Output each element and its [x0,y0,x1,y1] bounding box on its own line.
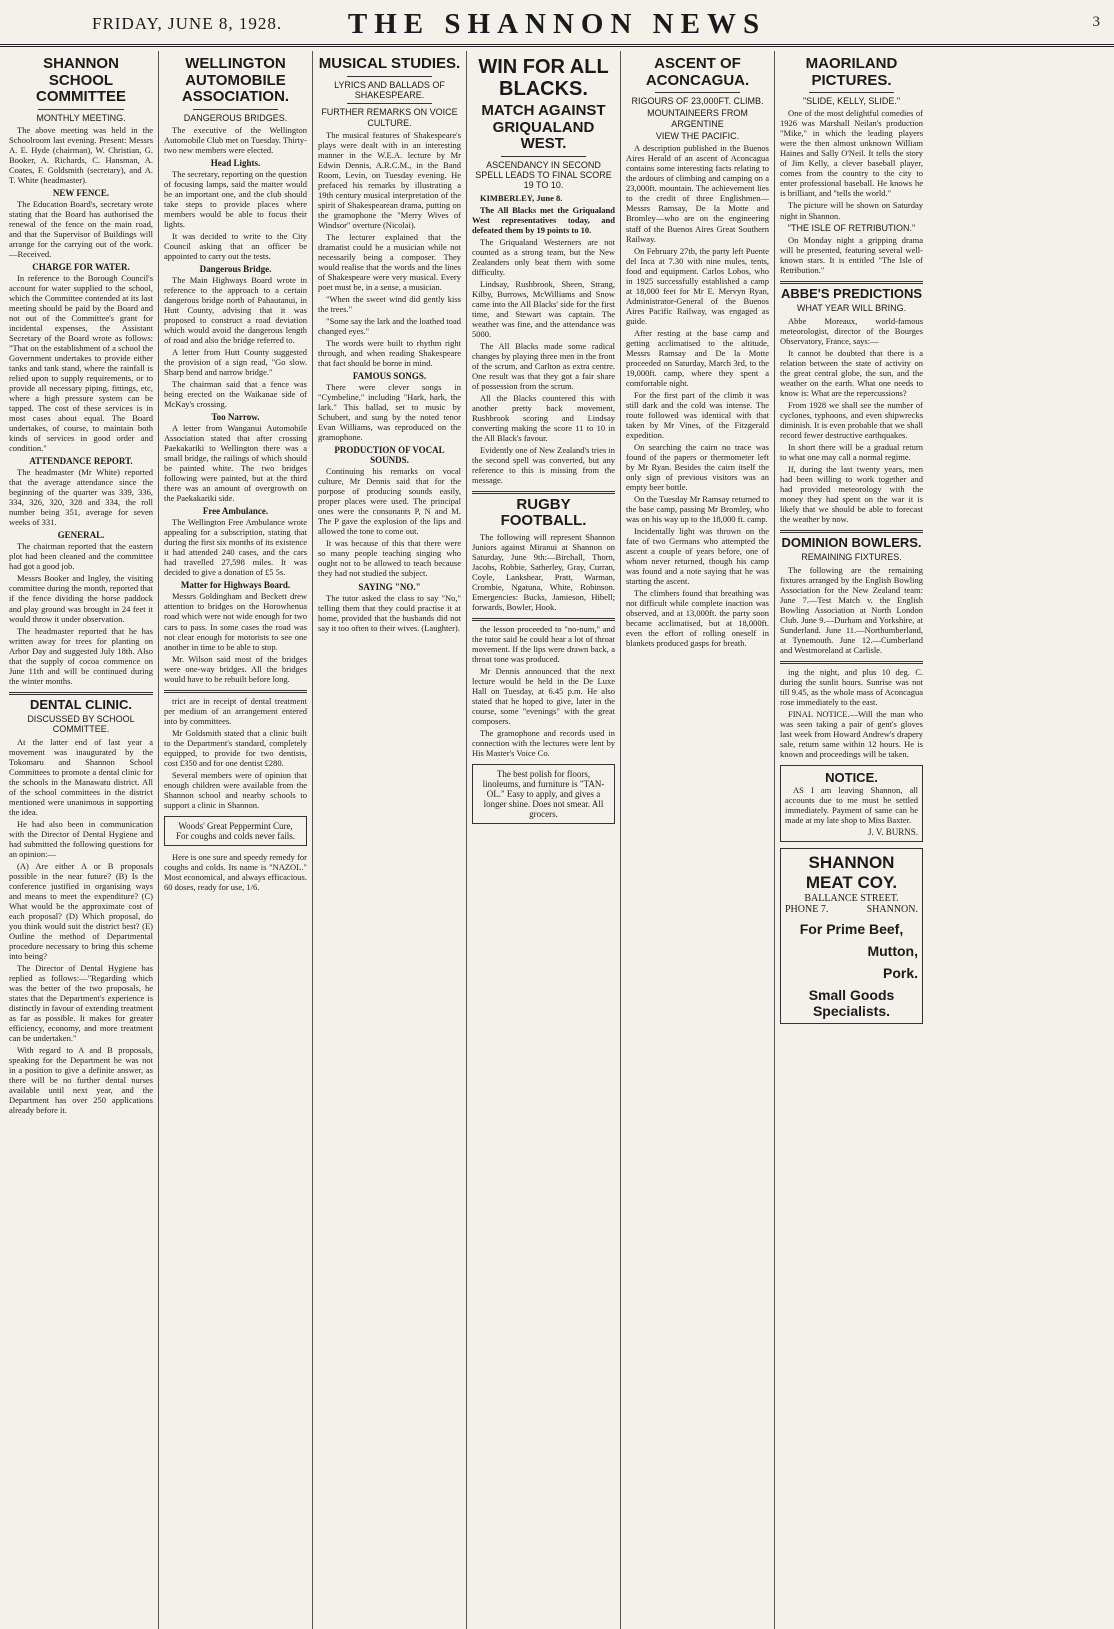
rugby-football-story [472,497,615,612]
divider [9,692,153,695]
automobile-association-story [164,56,307,684]
subheadline: DANGEROUS BRIDGES. [183,112,288,123]
paragraph: All the Blacks countered this with another pretty back movement, Rushbrook scoring and Lindsay converting making the score 11 to 10 in the All Black's favour. [472,392,615,443]
ad-line: For coughs and colds never fails. [176,830,295,841]
subheadline: FURTHER REMARKS ON VOICE CULTURE. [321,107,458,128]
section-heading: Free Ambulance. [202,506,269,517]
subheadline: "SLIDE, KELLY, SLIDE." [802,96,901,106]
section-heading: GENERAL. [57,530,105,541]
divider [164,690,307,693]
subheadline: DISCUSSED BY SCHOOL COMMITTEE. [27,713,135,735]
section-heading: Matter for Highways Board. [180,580,291,591]
divider [347,76,433,77]
paragraph: A description published in the Buenos Aires Herald of an ascent of Aconcagua contains some interesting facts relating to the ardours of climbing and camping on a 23,000ft. mountain. The achievement lies to the credit of three Englishmen—Messrs Ramsay, De la Motte and Bromley—who are on the engineering staff of the Buenos Aires Great Southern Railway. [626,143,769,244]
divider [780,530,923,533]
subheadline: ASCENDANCY IN SECOND SPELL LEADS TO FINAL SCORE 19 TO 10. [475,159,612,191]
divider [38,109,124,110]
subheadline: REMAINING FIXTURES. [801,552,902,563]
headline: SHANNON SCHOOL COMMITTEE [36,55,126,105]
paragraph: trict are in receipt of dental treatment per medium of an arrangement entered into by committees. [164,695,307,726]
musical-studies-continued [472,624,615,758]
ad-line: Small Goods Specialists. [808,986,895,1019]
headline: WIN FOR ALL BLACKS. [478,56,609,100]
ad-line: Mutton, [867,942,918,959]
paragraph: Incidentally light was thrown on the fate of two Germans who attempted the ascent a couple of years before, one of whom never returned, though his camp was found and a note saying that he was starting the ascent. [626,525,769,587]
section-heading: Too Narrow. [211,412,260,423]
page-number: 3 [1092,14,1100,30]
newspaper-title: THE SHANNON NEWS [347,8,767,40]
headline: ABBE'S PREDICTIONS [780,285,923,301]
paragraph: In short there will be a gradual return to what one may call a normal regime. [780,441,923,462]
paragraph: A letter from Hutt County suggested the provision of a sign read, "Go slow. Sharp bend and narrow bridge." [164,347,307,378]
paragraph: On February 27th, the party left Puente del Inca at 7.30 with nine mules, tents, food and equipment. Carlos Lobos, who in 1925 successfully established a camp at 18,000 feet for Mr E. Mervyn Ryan, Administrator-General of the Buenos Aires Pacific Railway, was engaged as guide. [626,245,769,326]
paragraph: the lesson proceeded to "no-num," and the tutor said he could hear a lot of throat movement. If the lips were drawn back, a throat tone was produced. [472,624,615,665]
final-notice: FINAL NOTICE.—Will the man who was seen taking a pair of gent's gloves last week from Howard Andrew's drapery sale, return same within 12 hours. He is known and proceedings will be taken. [780,708,923,759]
section-heading: SAYING "NO." [358,581,421,592]
paragraph: Messrs Booker and Ingley, the visiting committee during the month, reported that if the fence dividing the horse paddock and play ground was brought in 24 feet it would throw it under observation. [9,573,153,624]
paragraph: The Director of Dental Hygiene has replied as follows:—"Regarding which was the better of the two proposals, he states that the Department's experience is distinctly in favour of extending treatment as far as possible. It makes for greater efficiency, economy, and more treatment can be undertaken." [9,962,153,1044]
divider [780,281,923,284]
paragraph: The following will represent Shannon Juniors against Miranui at Shannon on Saturday, June 9th:—Birchall, Thorn, Jacobs, Robbie, Satherley, Gray, Curran, Coyle, Lankshear, Pratt, Warman, Crombie, Ngatuna, White, Robinson. Emergencies: Bucks, Jamieson, Hibell; forwards, Bowler, Hook. [472,531,615,613]
paragraph: The executive of the Wellington Automobile Club met on Tuesday. Thirty-two new members were elected. [164,124,307,155]
paragraph: Mr Dennis announced that the next lecture would be held in the De Luxe Hall on Tuesday, at 6.45 p.m. He also stated that he hoped to give, later in the course, some "evenings" with the great composers. [472,666,615,727]
paragraph: It was decided to write to the City Council asking that an officer be appointed to carry out the tests. [164,230,307,262]
paragraph: The lecturer explained that the dramatist could be a musician while not necessarily being a composer. They would realise that the words and the lines of Shakespeare were very musical. Every poet must be, in a sense, a musician. [318,232,461,293]
ad-line: Pork. [882,964,918,981]
paragraph: The secretary, reporting on the question of focusing lamps, said the matter would be an important one, and the club should take steps to provide places where members would be able to focus their lights. [164,168,307,229]
paragraph: It cannot be doubted that there is a relation between the state of activity on the great central globe, the sun, and the weather on the earth. What one needs to know is: What are the repercussions? [780,347,923,398]
paragraph: The All Blacks made some radical changes by playing three men in the front of the scrum, and Carlton as extra centre. One result was that they got a fair share of possession from the scrum. [472,340,615,391]
section-heading: Head Lights. [210,157,261,168]
subheadline: WHAT YEAR WILL BRING. [796,303,907,314]
paragraph: The words were built to rhythm right through, and when reading Shakespeare that fact should be borne in mind. [318,338,461,369]
divider [193,109,279,110]
dominion-bowlers-story [780,536,923,655]
ad-line: For Prime Beef, [799,920,904,937]
paragraph: After resting at the base camp and getting acclimatised to the altitude, Messrs Ramsay and De la Motte proceeded on Saturday, March 3rd, to the 19,000ft. camp, where they spent a comfortable night. [626,327,769,388]
paragraph: If, during the last twenty years, men had been willing to work together and had provided meteorology with the money they had spent on the war it is likely that we should be able to forecast the weather by now. [780,463,923,524]
section-heading: ATTENDANCE REPORT. [29,456,133,467]
subheadline: MONTHLY MEETING. [36,112,126,123]
section-heading: CHARGE FOR WATER. [32,262,130,273]
columns [0,47,1114,1629]
dental-clinic-continued [164,696,307,810]
paragraph: Several members were of opinion that enough children were available from the Shannon school and nearby schools to support a clinic in Shannon. [164,769,307,810]
dateline: KIMBERLEY, June 8. [480,192,563,203]
headline: MAORILAND PICTURES. [805,55,898,89]
all-blacks-story [472,56,615,485]
paragraph: He had also been in communication with the Director of Dental Hygiene and had submitted the following questions for an opinion:— [9,818,153,859]
subheadline: "THE ISLE OF RETRIBUTION." [787,222,916,233]
paragraph: Lindsay, Rushbrook, Sheen, Strang, Kilby, Burrows, McWilliams and Snow came into the All Blacks' side for the first time, and Stewart was captain. The weather was fine, and the attendance was 5000. [472,278,615,339]
nazol-ad-text: Here is one sure and speedy remedy for coughs and colds. Its name is "NAZOL." Most economical, and always efficacious. 60 doses, ready for use, 1/6. [164,851,307,892]
paragraph: The Education Board's, secretary wrote stating that the Board has authorised the renewal of the fence on the main road, and that the Supervisor of Buildings will arrange for the carrying out of the work.—Received. [9,198,153,260]
column-4 [466,51,620,1629]
paragraph: From 1928 we shall see the number of cyclones, typhoons, and even shipwrecks diminish. It is even probable that we shall record fewer destructive earthquakes. [780,399,923,440]
divider [655,92,741,93]
meat-company-ad [780,848,923,1024]
paragraph: The following are the remaining fixtures arranged by the English Bowling Association for the New Zealand team: June 7.—Test Match v. the English Bowling Association at North London Club. June 9.—Durham and Yorkshire, at Sunderland. June 11.—Northumberland, at Tynemouth. June 12.—Cumberland and Westmoreland at Carlisle. [780,564,923,655]
notice-ad [780,765,923,842]
paragraph: The Main Highways Board wrote in reference to the approach to a certain dangerous bridge north of Pahautanui, in Hutt County, advising that it was proposed to construct a road deviation which would avoid the dangerous length of road and also the bridge referred to. [164,275,307,346]
meat-company-contact [785,904,918,915]
headline: MUSICAL STUDIES. [318,55,461,72]
tan-ol-ad [472,764,615,824]
quote: "When the sweet wind did gently kiss the trees." [318,294,461,315]
paragraph: The chairman said that a fence was being erected on the Waikanae side of McKay's crossing. [164,379,307,410]
paragraph: It was because of this that there were so many people teaching singing who ought not to be allowed to teach because they had not studied the subject. [318,538,461,579]
issue-date: FRIDAY, JUNE 8, 1928. [92,14,283,33]
subheadline: MOUNTAINEERS FROM ARGENTINE [647,108,748,129]
paragraph: The picture will be shown on Saturday night in Shannon. [780,200,923,221]
paragraph: The Wellington Free Ambulance wrote appealing for a subscription, stating that during the first six months of its existence it had attended 240 cases, and the cars had travelled 27,598 miles. It was decided to give a donation of £5 5s. [164,517,307,578]
meat-company-name: SHANNON MEAT COY. [805,852,898,892]
paragraph: The tutor asked the class to say "No," telling them that they could practise it at home, provided that the husbands did not say it too often to their wives. (Laughter). [318,592,461,633]
notice-title: NOTICE. [825,769,878,785]
paragraph: Mr Goldsmith stated that a clinic built to the Department's standard, completely equipped, to provide for two dentists, cost £350 and for one dentist £280. [164,727,307,768]
column-2 [158,51,312,1629]
paragraph: On searching the cairn no trace was found of the papers or thermometer left by Mr Ryan. Besides the cairn itself the only sign of previous visitors was an empty beer bottle. [626,441,769,492]
paragraph: Evidently one of New Zealand's tries in the second spell was converted, but any reference to this is missing from the message. [472,444,615,485]
headline: RUGBY FOOTBALL. [500,495,587,530]
headline: MATCH AGAINST GRIQUALAND WEST. [481,102,606,152]
divider [501,156,587,157]
paragraph: At the latter end of last year a movement was inaugurated by the Tokomaru and Shannon School Committees to promote a dental clinic for the schools in the Manawatu district. All of the school committees in the district mentioned were unanimous in supporting the idea. [9,736,153,817]
aconcagua-continued: ing the night, and plus 10 deg. C. during the sunlit hours. Sunrise was not till 9.45, as the whole mass of Aconcagua rose immediately to the east. [780,666,923,707]
meat-company-phone: PHONE 7. [785,903,829,915]
paragraph: Abbe Moreaux, world-famous meteorologist, director of the Bourges Observatory, France, says:— [780,315,923,346]
peppermint-cure-ad [164,816,307,846]
column-3 [312,51,466,1629]
masthead [0,0,1114,47]
section-heading: PRODUCTION OF VOCAL SOUNDS. [334,445,445,466]
paragraph: The headmaster reported that he has written away for trees for planting on Arbor Day and suggested July 18th. Also that the supply of cocoa commence on June 11th and will be continued during the winter months. [9,625,153,686]
paragraph: On the Tuesday Mr Ramsay returned to the base camp, passing Mr Bromley, who was on his way up to the 18,000 ft. camp. [626,493,769,524]
divider [809,92,895,93]
subheadline: LYRICS AND BALLADS OF SHAKESPEARE. [334,79,445,100]
paragraph: For the first part of the climb it was still dark and the cold was intense. The route followed was identical with that taken by Mr Vines, of the Fitzgerald expedition. [626,389,769,440]
paragraph: (A) Are either A or B proposals possible in the near future? (B) Is the conference justified in organising ways and means to meet the expenditure? (C) What would be the approximate cost of each proposal? (D) Which proposal, do you think would suit the district best? (E) Outline the method of Departmental procedure necessary to bring this scheme into being? [9,860,153,961]
subheadline: VIEW THE PACIFIC. [655,131,740,142]
paragraph: The climbers found that breathing was not difficult while complete inaction was observed, and at 13,000ft. the party soon became acclimatised, but at 18,000ft. even the effort of rolling oneself in blankets produced gasps for breath. [626,588,769,649]
dental-clinic-story [9,698,153,1116]
paragraph: The headmaster (Mr White) reported that the average attendance since the beginning of the quarter was 339, 336, 334, 326, 320, 328 and 334, the roll number being 351, average for seven weeks of 331. [9,467,153,528]
paragraph: The musical features of Shakespeare's plays were dealt with in an interesting manner in the W.E.A. lecture by Mr Edwin Dennis, A.R.C.M., in the Band Room, Levin, on Tuesday evening. He prefaced his remarks by illustrating a 19th century musical interpretation of the spirit of Shakespearean drama, putting on the gramophone the "Merry Wives of Windsor" overture (Nicolai). [318,129,461,231]
aconcagua-story [626,56,769,648]
section-heading: FAMOUS SONGS. [352,371,427,382]
paragraph: One of the most delightful comedies of 1926 was Marshall Neilan's production "Mike," in which the leading players were the then almost unknown William Haines and Sally O'Neil. It tells the story of Jim Kelly, a clever baseball player, comes from the country to the city to enter professional baseball. He knows he is brilliant, and "tells the world." [780,108,923,199]
meat-company-street: BALLANCE STREET. [804,892,899,904]
paragraph: In reference to the Borough Council's account for water supplied to the school, which the Committee contended at its last meeting should be paid by the Board and not out of the Committee's grant for incidental expenses, the Assistant Secretary of the Board wrote as follows: "That on the establishment of a school the Government undertakes to provide either tanks and tank stand, where the rainfall is relied upon to supply requirements, or to provide all necessary piping, fittings, etc, where a high pressure system can be tapped. The cost of these services is in most cases about equal. The Board undertakes, of course, to maintain both kinds of services in good order and condition." [9,273,153,454]
divider [472,491,615,494]
paragraph: A letter from Wanganui Automobile Association stated that after crossing Paekakariki to Wellington there was a small bridge, the railings of which should be painted white. The two bridges following were painted, but at the third there was an amount of overgrowth on the Paekakariki side. [164,423,307,504]
paragraph: With regard to A and B proposals, speaking for the Department he was not in a position to give a definite answer, as there will be no further dental nurses available until next year, and the Department has over 250 applications already before it. [9,1045,153,1116]
paragraph: The Griqualand Westerners are not counted as a strong team, but the New Zealanders only beat them with some difficulty. [472,236,615,277]
paragraph: The All Blacks met the Griqualand West representatives today, and defeated them by 19 points to 10. [472,204,615,235]
paragraph: Messrs Goldingham and Beckett drew attention to bridges on the Horowhenua road which were not wide enough for two cars to pass. In some cases the road was not clear enough for motorists to see one another in time to be able to stop. [164,591,307,652]
school-committee-story [9,56,153,686]
section-heading: Dangerous Bridge. [199,264,272,275]
column-6 [774,51,928,1629]
musical-studies-story [318,56,461,633]
paragraph: The chairman reported that the eastern plot had been cleaned and the committee had got a good job. [9,541,153,572]
quote: "Some say the lark and the loathed toad changed eyes." [318,316,461,337]
divider [472,618,615,621]
ad-line: Woods' Great Peppermint Cure, [178,820,293,831]
ad-text: The best polish for floors, linoleums, and furniture is "TAN-OL." Easy to apply, and gives a longer shine. Does not smear. All grocers. [482,769,605,820]
headline: ASCENT OF ACONCAGUA. [645,55,750,89]
divider [347,103,433,104]
column-1 [4,51,158,1629]
notice-body: AS I am leaving Shannon, all accounts due to me must be settled immediately. Payment of same can be made at my late shop to Miss Baxter. [785,784,918,825]
paragraph: Continuing his remarks on vocal culture, Mr Dennis said that for the purpose of producing sounds easily, proper places were used. The principal ones were the consonants P, N and M. The P gave the explosion of the lips and allowed the tone to come out. [318,466,461,537]
paragraph: Mr. Wilson said most of the bridges were one-way bridges. All the bridges would have to be rebuilt before long. [164,653,307,684]
paragraph: The gramophone and records used in connection with the lectures were lent by His Master's Voice Co. [472,728,615,759]
column-5 [620,51,774,1629]
section-heading: NEW FENCE. [52,187,110,198]
meat-company-town: SHANNON. [866,903,918,915]
headline: DOMINION BOWLERS. [781,534,922,550]
abbe-predictions-story [780,287,923,524]
maoriland-pictures-story [780,56,923,275]
divider [780,661,923,664]
paragraph: On Monday night a gripping drama will be presented, featuring several well-known stars. It is entitled "The Isle of Retribution." [780,234,923,275]
headline: DENTAL CLINIC. [29,696,133,712]
paragraph: The above meeting was held in the Schoolroom last evening. Present: Messrs A. E. Hyde (chairman), W. Christian, G. Booker, A. Richards, C. Hansman, A. Coates, F. Goldsmith (secretary), and A. T. White (headmaster). [9,124,153,185]
headline: WELLINGTON AUTOMOBILE ASSOCIATION. [181,55,290,105]
subheadline: RIGOURS OF 23,000FT. CLIMB. [631,96,764,106]
notice-signature: J. V. BURNS. [868,826,918,837]
paragraph: There were clever songs in "Cymbeline," including "Hark, hark, the lark." This ballad, set to music by Schubert, and sung by the noted tenor Evan Williams, was reproduced on the gramophone. [318,382,461,443]
